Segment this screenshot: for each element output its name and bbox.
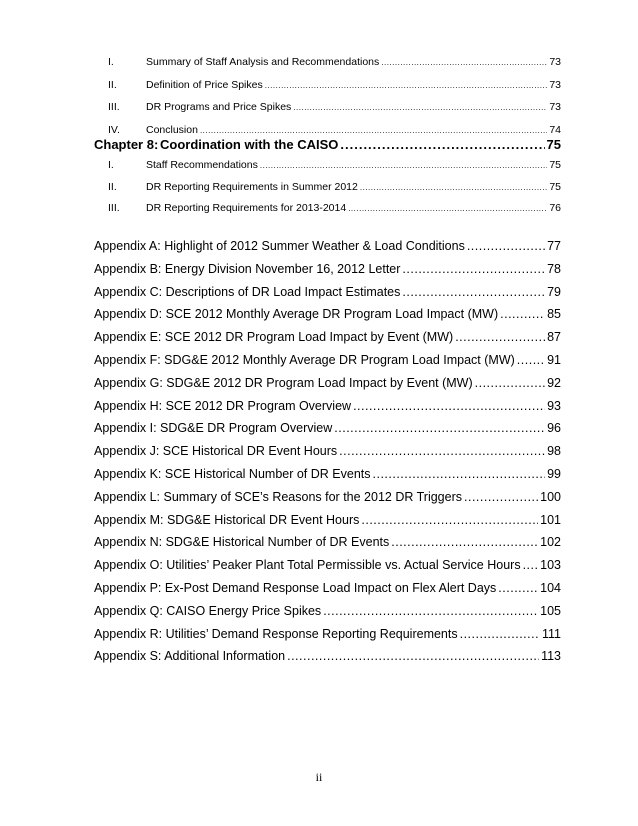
dot-leader (361, 513, 538, 527)
dot-leader (339, 444, 545, 458)
appendix-title: Appendix K: SCE Historical Number of DR Events (94, 466, 371, 481)
appendix-title: Appendix H: SCE 2012 DR Program Overview (94, 398, 352, 413)
toc-chapter-entry[interactable] (94, 137, 561, 159)
toc-appendix-entry[interactable] (94, 581, 561, 604)
page-number: 76 (549, 202, 561, 214)
page-number: 87 (547, 330, 561, 345)
dot-leader (334, 421, 545, 435)
toc-appendix-entry[interactable] (94, 490, 561, 513)
page-number: 85 (547, 307, 561, 322)
page-number: 100 (540, 489, 561, 504)
toc-appendix-entry[interactable] (94, 421, 561, 444)
dot-leader (464, 490, 538, 504)
page-number: 113 (541, 649, 561, 664)
section-title: DR Programs and Price Spikes (146, 101, 292, 113)
appendix-title: Appendix G: SDG&E 2012 DR Program Load Impact by Event (MW) (94, 375, 473, 390)
section-number: I. (108, 56, 114, 68)
page-number: 96 (547, 421, 561, 436)
toc-appendix-entry[interactable] (94, 604, 561, 627)
appendix-title: Appendix P: Ex-Post Demand Response Load Impact on Flex Alert Days (94, 580, 497, 595)
section-title: Staff Recommendations (146, 159, 258, 171)
page-number: 91 (547, 352, 561, 367)
toc-entry[interactable] (94, 56, 561, 79)
dot-leader (500, 307, 545, 321)
dot-leader (517, 353, 545, 367)
toc-entry[interactable] (94, 202, 561, 224)
appendix-title: Appendix B: Energy Division November 16, 2012 Letter (94, 261, 401, 276)
section-title: DR Reporting Requirements for 2013-2014 (146, 202, 347, 214)
toc-appendix-entry[interactable] (94, 535, 561, 558)
page-number: 75 (546, 137, 561, 152)
toc-appendices (94, 239, 561, 672)
section-title: Definition of Price Spikes (146, 78, 263, 91)
dot-leader (523, 558, 539, 572)
appendix-title: Appendix Q: CAISO Energy Price Spikes (94, 603, 322, 618)
appendix-title: Appendix R: Utilities’ Demand Response Reporting Requirements (94, 626, 458, 641)
dot-leader (360, 181, 547, 193)
dot-leader (348, 202, 547, 214)
toc-appendix-entry[interactable] (94, 513, 561, 536)
appendix-title: Appendix D: SCE 2012 Monthly Average DR Program Load Impact (MW) (94, 307, 499, 322)
section-title: DR Reporting Requirements in Summer 2012 (146, 180, 358, 193)
toc-entry[interactable] (94, 159, 561, 181)
dot-leader (340, 137, 544, 152)
section-title: Summary of Staff Analysis and Recommendations (146, 56, 380, 68)
toc-appendix-entry[interactable] (94, 307, 561, 330)
dot-leader (455, 330, 545, 344)
appendix-title: Appendix A: Highlight of 2012 Summer Weather & Load Conditions (94, 239, 465, 253)
section-number: IV. (108, 123, 120, 136)
dot-leader (373, 467, 546, 481)
dot-leader (391, 535, 538, 549)
toc-appendix-entry[interactable] (94, 262, 561, 285)
toc-appendix-entry[interactable] (94, 467, 561, 490)
toc-appendix-entry[interactable] (94, 330, 561, 353)
toc-appendix-entry[interactable] (94, 649, 561, 672)
toc-chapter8-sections (94, 159, 561, 224)
toc-appendix-entry[interactable] (94, 239, 561, 262)
appendix-title: Appendix L: Summary of SCE’s Reasons for the 2012 DR Triggers (94, 489, 462, 504)
page-number: 99 (547, 466, 561, 481)
toc-appendix-entry[interactable] (94, 399, 561, 422)
dot-leader (460, 627, 540, 641)
toc-appendix-entry[interactable] (94, 285, 561, 308)
page-number: 98 (547, 444, 561, 459)
appendix-title: Appendix O: Utilities’ Peaker Plant Total Permissible vs. Actual Service Hours (94, 558, 521, 573)
page-number: 74 (549, 123, 561, 136)
section-number: II. (108, 78, 117, 91)
dot-leader (402, 262, 545, 276)
page-footer-number: ii (315, 770, 323, 784)
dot-leader (323, 604, 538, 618)
dot-leader (200, 124, 547, 136)
section-number: II. (108, 180, 117, 193)
appendix-title: Appendix S: Additional Information (94, 649, 286, 664)
page-number: 73 (549, 78, 561, 91)
dot-leader (402, 285, 545, 299)
dot-leader (287, 649, 539, 663)
toc-entry[interactable] (94, 181, 561, 203)
toc-appendix-entry[interactable] (94, 353, 561, 376)
appendix-title: Appendix E: SCE 2012 DR Program Load Impact by Event (MW) (94, 330, 454, 345)
appendix-title: Appendix C: Descriptions of DR Load Impact Estimates (94, 284, 401, 299)
dot-leader (353, 399, 545, 413)
dot-leader (381, 56, 547, 68)
section-number: III. (108, 101, 120, 113)
page-number: 78 (547, 261, 561, 276)
dot-leader (475, 376, 545, 390)
page-number: 93 (547, 398, 561, 413)
page-number: 103 (540, 558, 561, 573)
toc-chapter7-sections (94, 56, 561, 146)
toc-appendix-entry[interactable] (94, 376, 561, 399)
appendix-title: Appendix F: SDG&E 2012 Monthly Average DR Program Load Impact (MW) (94, 352, 515, 367)
page-number: 111 (541, 626, 561, 641)
chapter-number: Chapter 8: (94, 137, 159, 152)
dot-leader (498, 581, 538, 595)
page-number: 105 (540, 603, 561, 618)
page-number: 92 (547, 375, 561, 390)
page-number: 73 (549, 101, 561, 113)
section-title: Conclusion (146, 123, 198, 136)
page-number: 75 (549, 159, 561, 171)
dot-leader (260, 159, 547, 171)
section-number: I. (108, 159, 114, 171)
dot-leader (265, 79, 548, 91)
toc-appendix-entry[interactable] (94, 627, 561, 650)
page-number: 77 (547, 239, 561, 253)
chapter-title: Coordination with the CAISO (160, 137, 339, 152)
page-number: 73 (549, 56, 561, 68)
toc-appendix-entry[interactable] (94, 558, 561, 581)
dot-leader (293, 101, 547, 113)
page-number: 104 (540, 580, 561, 595)
dot-leader (467, 239, 545, 253)
appendix-title: Appendix M: SDG&E Historical DR Event Hours (94, 512, 360, 527)
appendix-title: Appendix J: SCE Historical DR Event Hours (94, 444, 338, 459)
page-number: 101 (540, 512, 561, 527)
toc-entry[interactable] (94, 79, 561, 102)
toc-chapter8 (94, 137, 561, 159)
toc-entry[interactable] (94, 101, 561, 124)
toc-appendix-entry[interactable] (94, 444, 561, 467)
appendix-title: Appendix I: SDG&E DR Program Overview (94, 421, 333, 436)
page-number: 79 (547, 284, 561, 299)
page-number: 102 (540, 535, 561, 550)
appendix-title: Appendix N: SDG&E Historical Number of DR Events (94, 535, 390, 550)
page-number: 75 (549, 180, 561, 193)
section-number: III. (108, 202, 120, 214)
